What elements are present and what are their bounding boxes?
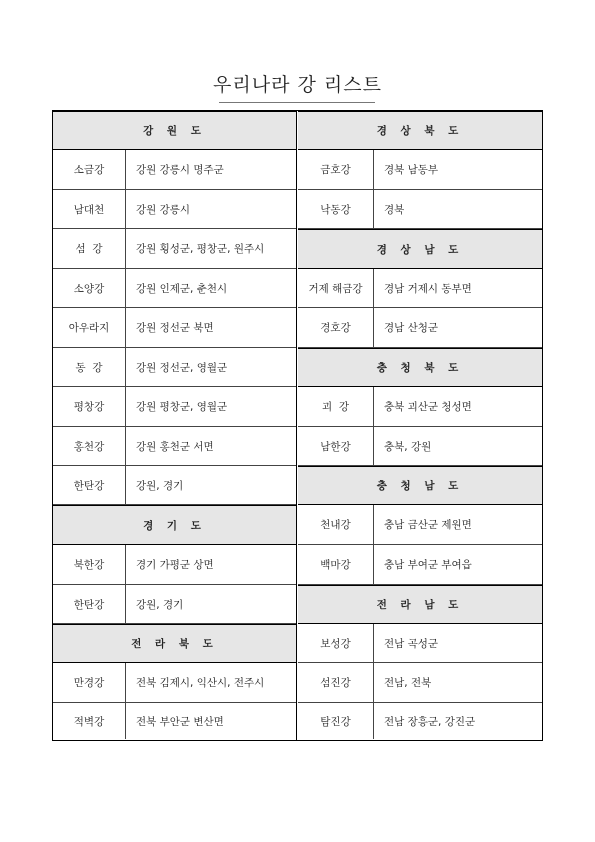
river-location: 전남, 전북 — [374, 663, 542, 703]
river-location: 강원 횡성군, 평창군, 원주시 — [126, 229, 296, 269]
region-header-gyeongbuk: 경 상 북 도 — [298, 111, 542, 150]
region-header-gyeongnam: 경 상 남 도 — [298, 229, 542, 269]
river-name: 소금강 — [53, 150, 126, 190]
region-header-jeonnam: 전 라 남 도 — [298, 585, 542, 624]
river-location: 강원 홍천군 서면 — [126, 427, 296, 466]
river-location: 충남 부여군 부여읍 — [374, 545, 542, 585]
river-name: 평창강 — [53, 387, 126, 427]
river-name: 경호강 — [298, 308, 374, 348]
river-location: 강원 인제군, 춘천시 — [126, 269, 296, 308]
river-name: 만경강 — [53, 663, 126, 703]
river-name: 아우라지 — [53, 308, 126, 348]
river-name: 남한강 — [298, 427, 374, 466]
river-location: 강원 강릉시 — [126, 190, 296, 229]
river-name: 홍천강 — [53, 427, 126, 466]
river-location: 경남 거제시 동부면 — [374, 269, 542, 308]
river-name: 탐진강 — [298, 703, 374, 739]
river-location: 전북 김제시, 익산시, 전주시 — [126, 663, 296, 703]
river-location: 경남 산청군 — [374, 308, 542, 348]
river-location: 경북 남동부 — [374, 150, 542, 190]
region-header-chungnam: 충 청 남 도 — [298, 466, 542, 505]
river-name: 한탄강 — [53, 585, 126, 624]
region-header-chungbuk: 충 청 북 도 — [298, 348, 542, 387]
river-name: 섬진강 — [298, 663, 374, 703]
river-name: 섬 강 — [53, 229, 126, 269]
region-header-jeonbuk: 전 라 북 도 — [53, 624, 296, 663]
river-location: 강원 강릉시 명주군 — [126, 150, 296, 190]
river-location: 경북 — [374, 190, 542, 229]
river-location: 충남 금산군 제원면 — [374, 505, 542, 545]
region-header-gangwon: 강 원 도 — [53, 111, 296, 150]
river-location: 강원 정선군 북면 — [126, 308, 296, 348]
river-location: 충북 괴산군 청성면 — [374, 387, 542, 427]
river-location: 강원 평창군, 영월군 — [126, 387, 296, 427]
river-location: 전북 부안군 변산면 — [136, 715, 224, 728]
river-name: 북한강 — [53, 545, 126, 585]
river-name: 천내강 — [298, 505, 374, 545]
river-name: 소양강 — [53, 269, 126, 308]
river-name: 남대천 — [53, 190, 126, 229]
region-header-gyeonggi: 경 기 도 — [53, 505, 296, 545]
river-name: 적벽강 — [53, 703, 126, 739]
river-location: 경기 가평군 상면 — [126, 545, 296, 585]
river-name: 보성강 — [298, 624, 374, 663]
river-location: 전남 장흥군, 강진군 — [384, 715, 476, 728]
river-location: 강원, 경기 — [126, 585, 296, 624]
title-underline — [219, 102, 375, 103]
river-name: 동 강 — [53, 348, 126, 387]
river-location: 강원 정선군, 영월군 — [126, 348, 296, 387]
river-name: 백마강 — [298, 545, 374, 585]
river-location: 충북, 강원 — [374, 427, 542, 466]
page-title: 우리나라 강 리스트 — [213, 74, 382, 96]
river-location: 전남 곡성군 — [374, 624, 542, 663]
river-name: 거제 해금강 — [298, 269, 374, 308]
river-name: 낙동강 — [298, 190, 374, 229]
river-name: 금호강 — [298, 150, 374, 190]
river-name: 한탄강 — [53, 466, 126, 505]
river-name: 괴 강 — [298, 387, 374, 427]
river-location: 강원, 경기 — [126, 466, 296, 505]
column-divider — [296, 111, 297, 740]
river-table — [52, 110, 543, 741]
